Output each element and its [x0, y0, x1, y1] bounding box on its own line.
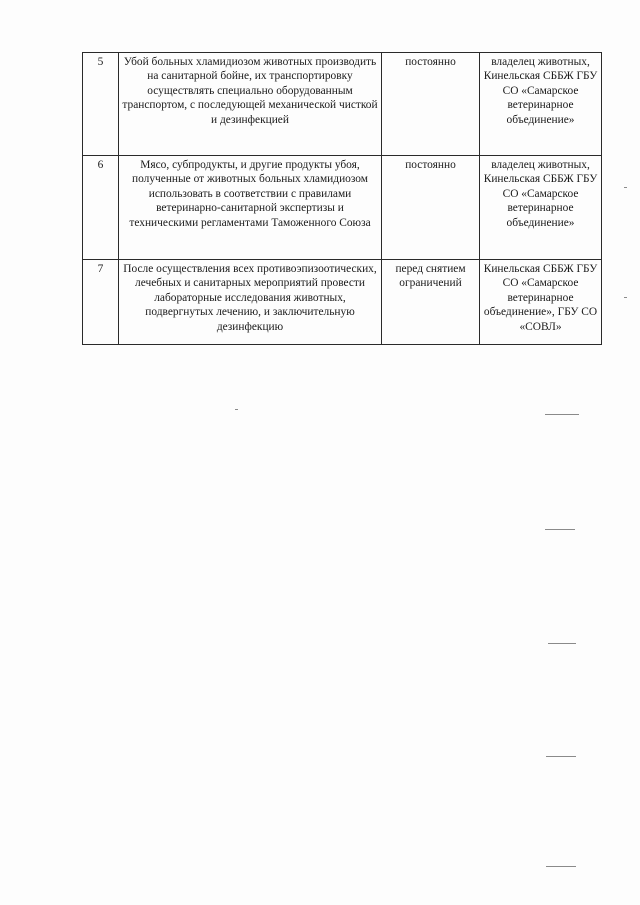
scan-speck — [235, 409, 238, 410]
term-text: постоянно — [382, 53, 480, 156]
responsible-text: владелец животных, Кинельская СББЖ ГБУ СО «Самарское ветеринарное объединение» — [480, 156, 602, 260]
scan-speck — [545, 414, 579, 415]
scan-speck — [548, 643, 576, 644]
row-number: 5 — [83, 53, 119, 156]
scan-speck — [624, 187, 627, 188]
measure-text: После осуществления всех противоэпизоотических, лечебных и санитарных мероприятий провести лабораторные исследования животных, подвергнутых лечению, и заключительную дезинфекцию — [119, 260, 382, 345]
term-text: постоянно — [382, 156, 480, 260]
scan-speck — [624, 297, 627, 298]
measures-table — [82, 52, 602, 345]
term-text: перед снятием ограничений — [382, 260, 480, 345]
responsible-text: Кинельская СББЖ ГБУ СО «Самарское ветеринарное объединение», ГБУ СО «СОВЛ» — [480, 260, 602, 345]
scan-speck — [546, 866, 576, 867]
measure-text: Убой больных хламидиозом животных производить на санитарной бойне, их транспортировку осуществлять специально оборудованным транспортом, с последующей механической чисткой и дезинфекцией — [119, 53, 382, 156]
row-number: 6 — [83, 156, 119, 260]
table-row — [83, 156, 602, 260]
table-row — [83, 53, 602, 156]
scan-speck — [546, 756, 576, 757]
responsible-text: владелец животных, Кинельская СББЖ ГБУ СО «Самарское ветеринарное объединение» — [480, 53, 602, 156]
measure-text: Мясо, субпродукты, и другие продукты убоя, полученные от животных больных хламидиозом использовать в соответствии с правилами ветеринарно-санитарной экспертизы и техническими регламентами Таможенного Союза — [119, 156, 382, 260]
row-number: 7 — [83, 260, 119, 345]
scan-speck — [545, 529, 575, 530]
table-row — [83, 260, 602, 345]
